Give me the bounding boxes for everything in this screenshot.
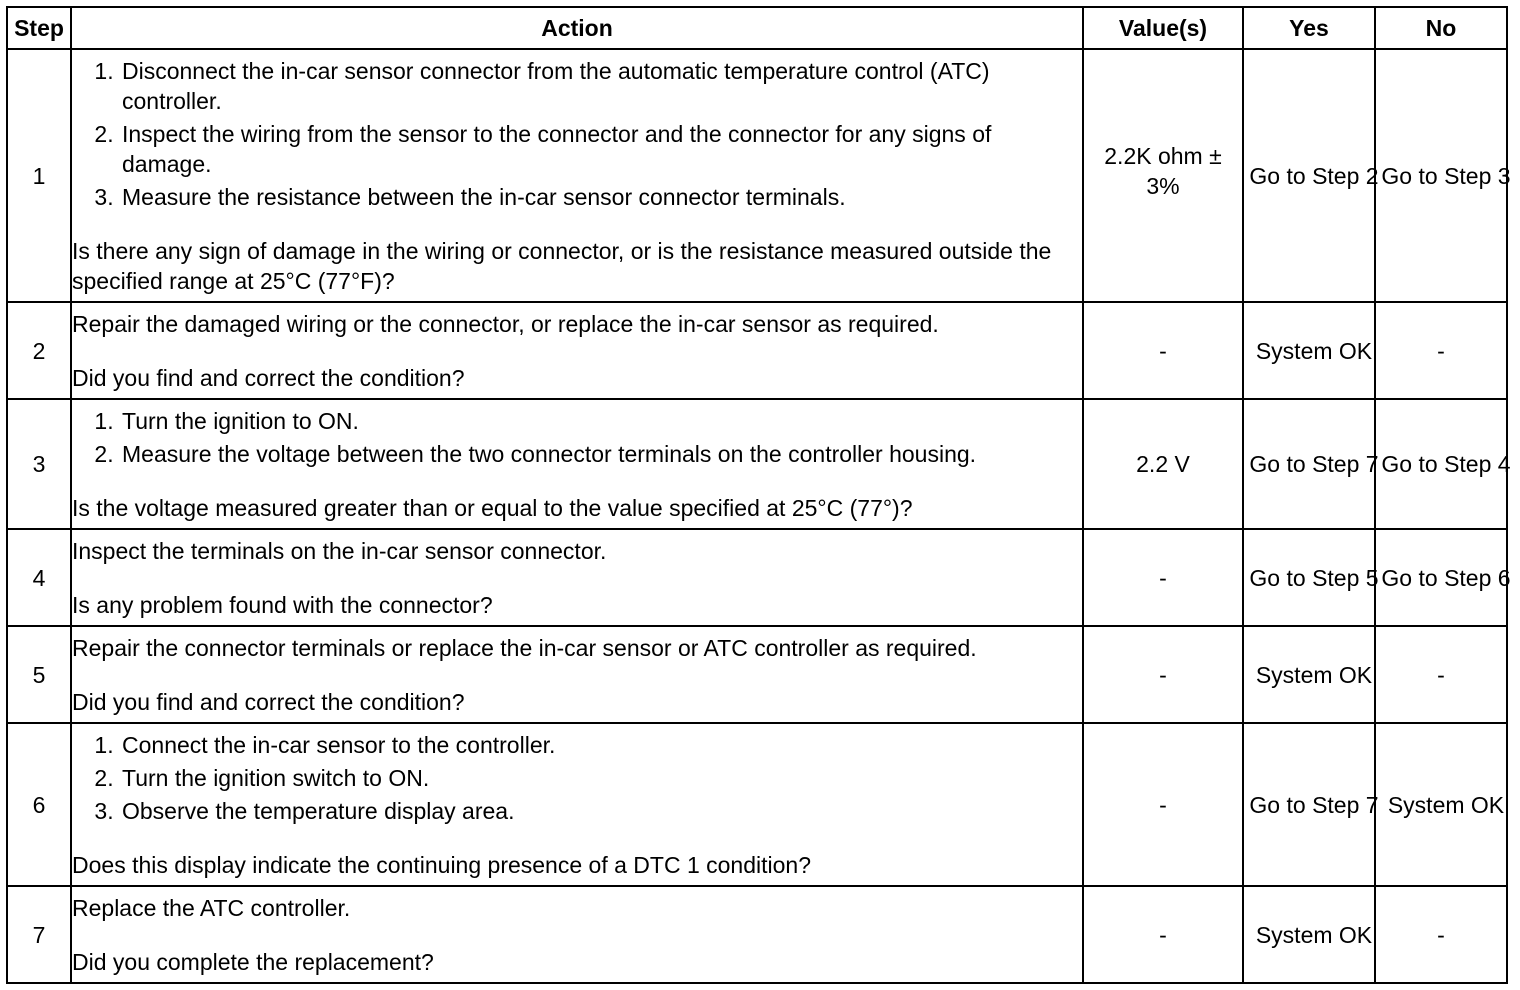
no-cell: - <box>1375 302 1507 399</box>
question-text: Is there any sign of damage in the wiring or connector, or is the resistance measured outside the specified range at 25°C (77°F)? <box>72 237 1052 294</box>
table-row <box>7 399 1507 529</box>
question-text: Did you find and correct the condition? <box>72 688 465 715</box>
diagnostic-table <box>6 6 1511 984</box>
instruction-text: Repair the connector terminals or replace the in-car sensor or ATC controller as required. <box>72 634 977 661</box>
yes-text: Go to Step 2 <box>1249 162 1379 189</box>
instruction-text: Inspect the terminals on the in-car sensor connector. <box>72 537 607 564</box>
action-cell <box>71 529 1083 626</box>
step-number: 3 <box>7 399 71 529</box>
instruction-list <box>72 56 1082 212</box>
yes-cell <box>1243 49 1379 302</box>
list-item: 1. Connect the in-car sensor to the controller. <box>120 730 1082 760</box>
no-cell <box>1375 529 1511 626</box>
step-number: 5 <box>7 626 71 723</box>
action-cell <box>71 886 1083 983</box>
no-text: System OK <box>1387 791 1505 818</box>
header-values: Value(s) <box>1083 7 1243 49</box>
header-step: Step <box>7 7 71 49</box>
no-cell <box>1375 723 1507 886</box>
no-text: Go to Step 4 <box>1381 451 1511 477</box>
action-cell <box>71 723 1083 886</box>
list-item: 1. Turn the ignition to ON. <box>120 406 1082 436</box>
yes-cell <box>1243 302 1375 399</box>
value-cell: - <box>1083 529 1243 626</box>
no-text: Go to Step 3 <box>1381 162 1511 189</box>
list-item: 2. Inspect the wiring from the sensor to the connector and the connector for any signs of damage. <box>120 119 1082 179</box>
no-text: Go to Step 6 <box>1381 564 1511 591</box>
action-cell <box>71 399 1083 529</box>
instruction-text: Replace the ATC controller. <box>72 894 351 921</box>
no-cell: - <box>1375 626 1507 723</box>
yes-cell <box>1243 529 1379 626</box>
value-text: 2.2K ohm ± 3% <box>1104 142 1222 199</box>
value-cell <box>1083 49 1243 302</box>
yes-cell <box>1243 626 1375 723</box>
question-text: Did you find and correct the condition? <box>72 364 465 391</box>
list-item: 1. Disconnect the in-car sensor connector from the automatic temperature control (ATC) controller. <box>120 56 1082 116</box>
header-action: Action <box>71 7 1083 49</box>
value-cell: - <box>1083 723 1243 886</box>
step-number: 7 <box>7 886 71 983</box>
action-cell <box>71 49 1083 302</box>
yes-cell <box>1243 399 1379 529</box>
instruction-text: Repair the damaged wiring or the connector, or replace the in-car sensor as required. <box>72 310 939 337</box>
yes-text: System OK <box>1255 337 1373 364</box>
yes-text: Go to Step 7 <box>1249 451 1379 477</box>
list-item: 3. Measure the resistance between the in-car sensor connector terminals. <box>120 182 1082 212</box>
table-row <box>7 302 1507 399</box>
header-row <box>7 7 1507 49</box>
yes-text: Go to Step 7 <box>1249 791 1379 818</box>
step-number: 2 <box>7 302 71 399</box>
yes-cell <box>1243 723 1379 886</box>
no-cell <box>1375 49 1511 302</box>
table-row <box>7 626 1507 723</box>
yes-text: System OK <box>1255 661 1373 688</box>
action-cell <box>71 302 1083 399</box>
question-text: Is the voltage measured greater than or equal to the value specified at 25°C (77°)? <box>72 494 913 521</box>
question-text: Is any problem found with the connector? <box>72 591 493 618</box>
list-item: 2. Turn the ignition switch to ON. <box>120 763 1082 793</box>
table-row <box>7 49 1507 302</box>
list-item: 3. Observe the temperature display area. <box>120 796 1082 826</box>
list-item: 2. Measure the voltage between the two connector terminals on the controller housing. <box>120 439 1082 469</box>
header-no: No <box>1375 7 1507 49</box>
yes-text: Go to Step 5 <box>1249 564 1379 591</box>
no-cell <box>1375 399 1511 529</box>
instruction-list <box>72 730 1082 826</box>
table-row <box>7 529 1507 626</box>
question-text: Does this display indicate the continuing presence of a DTC 1 condition? <box>72 851 811 878</box>
table-row <box>7 886 1507 983</box>
header-yes: Yes <box>1243 7 1375 49</box>
value-text: 2.2 V <box>1136 451 1190 477</box>
value-cell <box>1083 399 1243 529</box>
table-row <box>7 723 1507 886</box>
yes-cell <box>1243 886 1375 983</box>
value-cell: - <box>1083 886 1243 983</box>
step-number: 1 <box>7 49 71 302</box>
question-text: Did you complete the replacement? <box>72 948 434 975</box>
value-cell: - <box>1083 302 1243 399</box>
step-number: 6 <box>7 723 71 886</box>
value-cell: - <box>1083 626 1243 723</box>
yes-text: System OK <box>1255 921 1373 948</box>
no-cell: - <box>1375 886 1507 983</box>
step-number: 4 <box>7 529 71 626</box>
instruction-list <box>72 406 1082 469</box>
action-cell <box>71 626 1083 723</box>
